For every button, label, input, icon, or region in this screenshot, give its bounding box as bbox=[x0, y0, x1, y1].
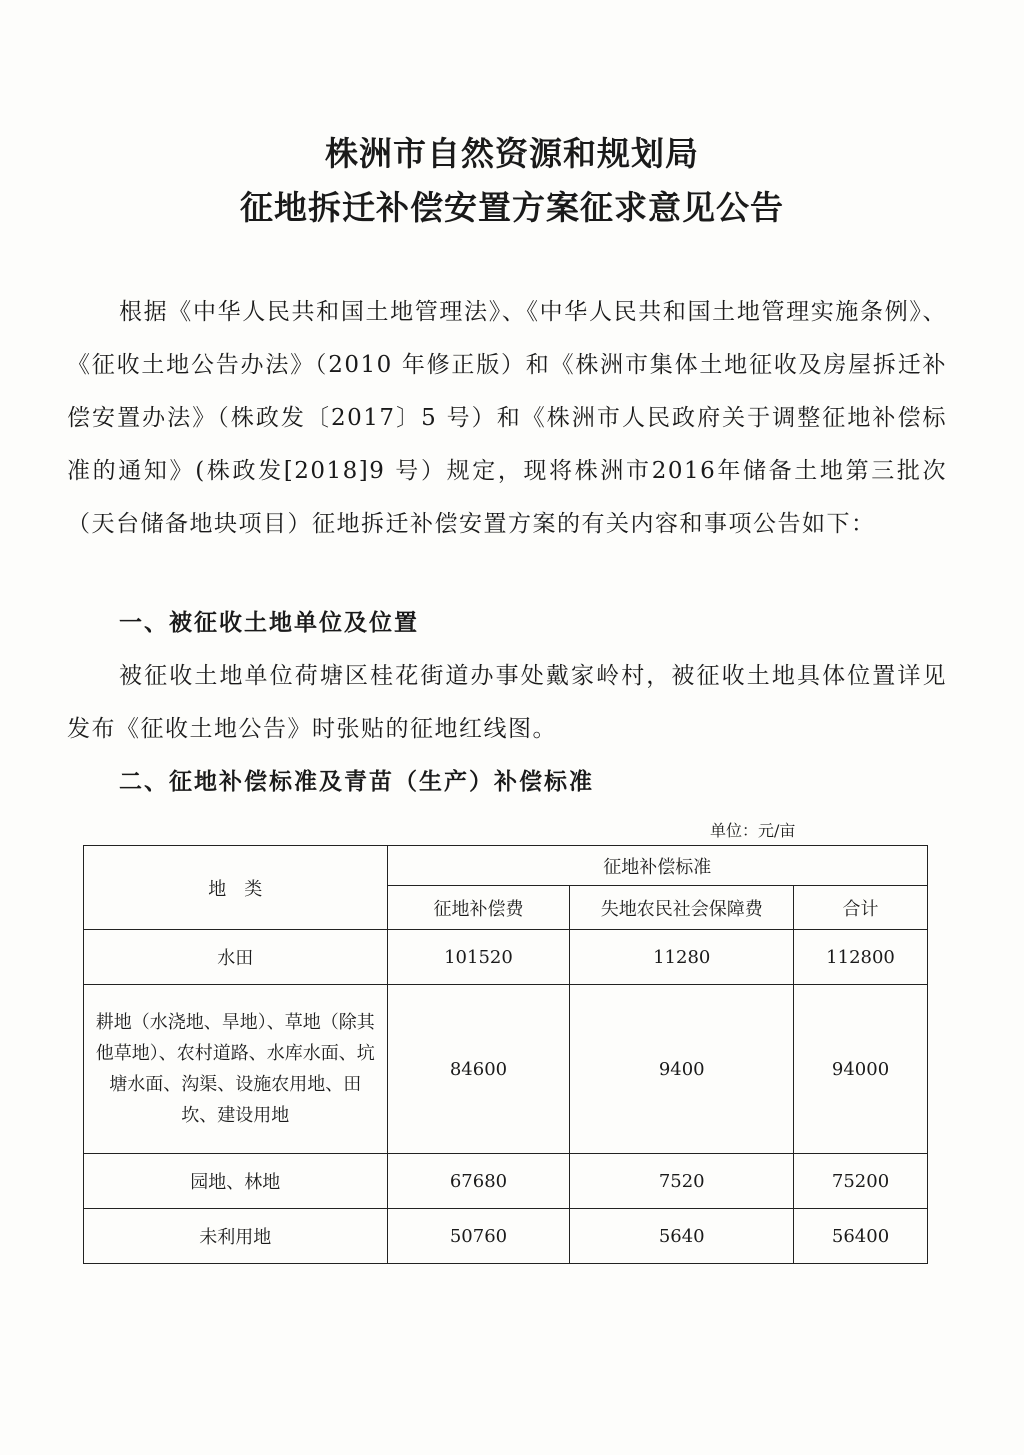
table-row bbox=[84, 1154, 928, 1209]
unit-label: 单位：元/亩 bbox=[710, 821, 796, 840]
section1-paragraph bbox=[67, 650, 947, 756]
table-header-row bbox=[84, 846, 928, 886]
row-social: 5640 bbox=[570, 1209, 794, 1264]
header-group: 征地补偿标准 bbox=[387, 846, 927, 886]
table-row bbox=[84, 1209, 928, 1264]
section2-heading: 二、征地补偿标准及青苗（生产）补偿标准 bbox=[119, 769, 594, 795]
row-social: 7520 bbox=[570, 1154, 794, 1209]
table-row bbox=[84, 985, 928, 1154]
intro-paragraph bbox=[67, 286, 947, 551]
section1-text: 被征收土地单位荷塘区桂花街道办事处戴家岭村，被征收土地具体位置详见发布《征收土地公告》时张贴的征地红线图。 bbox=[67, 663, 947, 742]
section1-heading: 一、被征收土地单位及位置 bbox=[119, 610, 419, 636]
row-total: 56400 bbox=[794, 1209, 928, 1264]
compensation-table bbox=[83, 845, 928, 1264]
header-social: 失地农民社会保障费 bbox=[570, 886, 794, 930]
title-line-2: 征地拆迁补偿安置方案征求意见公告 bbox=[240, 188, 784, 227]
header-total: 合计 bbox=[794, 886, 928, 930]
row-total: 94000 bbox=[794, 985, 928, 1154]
header-category: 地 类 bbox=[84, 846, 388, 930]
row-comp: 67680 bbox=[387, 1154, 570, 1209]
table-row bbox=[84, 930, 928, 985]
header-comp: 征地补偿费 bbox=[387, 886, 570, 930]
row-total: 112800 bbox=[794, 930, 928, 985]
row-category: 园地、林地 bbox=[84, 1154, 388, 1209]
row-social: 11280 bbox=[570, 930, 794, 985]
row-comp: 84600 bbox=[387, 985, 570, 1154]
row-comp: 101520 bbox=[387, 930, 570, 985]
row-category: 耕地（水浇地、旱地）、草地（除其他草地）、农村道路、水库水面、坑塘水面、沟渠、设施农用地、田坎、建设用地 bbox=[84, 985, 388, 1154]
row-comp: 50760 bbox=[387, 1209, 570, 1264]
title-line-1: 株洲市自然资源和规划局 bbox=[325, 134, 699, 173]
row-category: 水田 bbox=[84, 930, 388, 985]
row-social: 9400 bbox=[570, 985, 794, 1154]
row-total: 75200 bbox=[794, 1154, 928, 1209]
row-category: 未利用地 bbox=[84, 1209, 388, 1264]
intro-text: 根据《中华人民共和国土地管理法》、《中华人民共和国土地管理实施条例》、《征收土地公告办法》（2010 年修正版）和《株洲市集体土地征收及房屋拆迁补偿安置办法》（株政发〔2017〕5 号）和《株洲市人民政府关于调整征地补偿标准的通知》(株政发[2018]9 号）规定，现将株洲市2016年储备土地第三批次（天台储备地块项目）征地拆迁补偿安置方案的有关内容和事项公告如下： bbox=[67, 299, 947, 537]
